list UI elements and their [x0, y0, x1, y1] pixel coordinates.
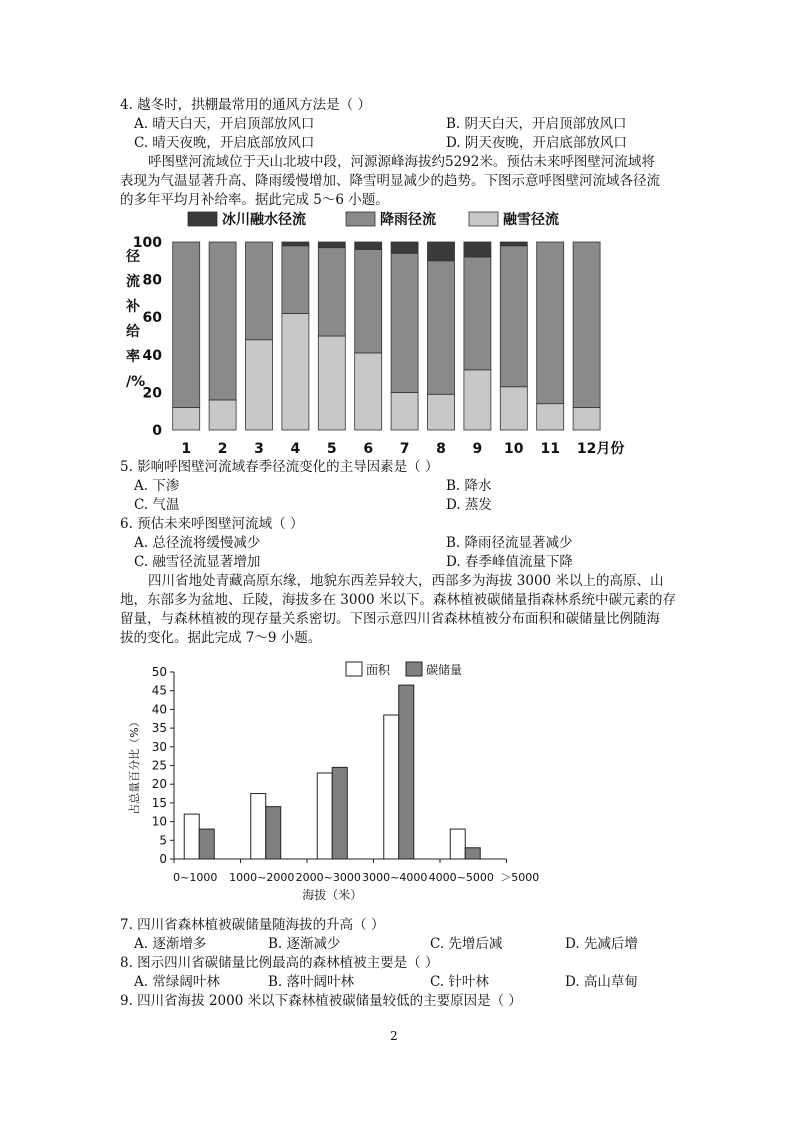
bar-segment-snowmelt: [573, 407, 600, 430]
y-tick-label: 45: [151, 683, 167, 698]
q5-option-d: D. 蒸发: [446, 497, 492, 513]
q7-option-c: C. 先增后减: [430, 936, 503, 952]
y-tick-label: 25: [151, 758, 167, 773]
bar-segment-rain: [209, 242, 236, 400]
bar-carbon: [266, 807, 281, 859]
y-tick-label: 10: [151, 814, 167, 829]
y-tick-label: 35: [151, 721, 167, 736]
legend-swatch-1: [346, 212, 375, 226]
y-axis-label-char: 补: [126, 299, 140, 315]
bar-segment-snowmelt: [173, 407, 200, 430]
bar-carbon: [332, 767, 347, 859]
q4-stem: 4. 越冬时，拱棚最常用的通风方法是（ ）: [120, 97, 371, 113]
bar-area: [450, 829, 465, 859]
q7-option-a: A. 逐渐增多: [134, 936, 207, 952]
bar-segment-rain: [246, 242, 273, 340]
bar-segment-snowmelt: [209, 400, 236, 430]
x-tick-label: 3000~4000: [362, 871, 428, 884]
bar-segment-rain: [428, 261, 455, 394]
bar-segment-rain: [282, 246, 309, 314]
bar-segment-snowmelt: [282, 313, 309, 430]
bar-area: [384, 715, 399, 859]
legend-label-1: 降雨径流: [380, 212, 436, 228]
y-tick-label: 100: [132, 235, 162, 251]
y-tick-label: 20: [142, 385, 162, 402]
q6-option-d: D. 春季峰值流量下降: [446, 554, 573, 570]
x-tick-label: 2: [217, 441, 228, 457]
x-tick-label: 7: [399, 441, 410, 457]
q6-option-b: B. 降雨径流显著减少: [446, 535, 573, 551]
bar-segment-glacier: [500, 242, 527, 246]
legend-swatch-carbon: [406, 662, 422, 676]
x-tick-label: ＞5000: [500, 871, 540, 884]
q7-option-d: D. 先减后增: [565, 936, 638, 952]
bar-segment-snowmelt: [464, 370, 491, 430]
x-tick-label: 1000~2000: [229, 871, 295, 884]
y-axis-label-char: 率: [126, 349, 140, 365]
y-tick-label: 5: [159, 833, 167, 848]
q8-option-c: C. 针叶林: [430, 974, 489, 990]
passage2-line-4: 拔的变化。据此完成 7～9 小题。: [120, 630, 322, 646]
q7-stem: 7. 四川省森林植被碳储量随海拔的升高（ ）: [120, 917, 385, 933]
q7-option-b: B. 逐渐减少: [268, 936, 341, 952]
y-tick-label: 40: [151, 702, 167, 717]
y-tick-label: 60: [142, 310, 162, 327]
bar-segment-rain: [573, 242, 600, 407]
q8-stem: 8. 图示四川省碳储量比例最高的森林植被主要是（ ）: [120, 955, 439, 971]
x-tick-label: 1: [181, 441, 192, 457]
bar-segment-snowmelt: [318, 336, 345, 430]
q8-option-b: B. 落叶阔叶林: [268, 974, 355, 990]
bar-segment-snowmelt: [500, 387, 527, 430]
runoff-supply-chart: [118, 207, 625, 457]
q4-option-c: C. 晴天夜晚，开启底部放风口: [134, 135, 315, 151]
bar-carbon: [399, 685, 414, 859]
bar-segment-glacier: [318, 242, 345, 248]
legend-label-area: 面积: [366, 663, 391, 677]
y-tick-label: 20: [151, 777, 167, 792]
q8-option-d: D. 高山草甸: [565, 974, 638, 990]
q5-option-a: A. 下渗: [134, 478, 180, 494]
x-tick-label: 5: [326, 441, 337, 457]
x-tick-label: 4000~5000: [428, 871, 494, 884]
bar-segment-rain: [355, 250, 382, 353]
x-tick-label: 4: [290, 441, 301, 457]
legend-label-carbon: 碳储量: [426, 663, 463, 677]
q6-stem: 6. 预估未来呼图壁河流域（ ）: [120, 516, 304, 532]
page-number: 2: [390, 1029, 398, 1043]
bar-segment-glacier: [355, 242, 382, 250]
bar-segment-glacier: [464, 242, 491, 257]
q5-stem: 5. 影响呼图壁河流域春季径流变化的主导因素是（ ）: [120, 459, 439, 475]
bar-area: [317, 773, 332, 859]
bar-segment-snowmelt: [355, 353, 382, 430]
q6-option-a: A. 总径流将缓慢减少: [134, 535, 261, 551]
y-axis-label-char: /%: [126, 374, 146, 390]
x-tick-label: 11: [540, 441, 560, 457]
y-tick-label: 80: [142, 272, 162, 289]
y-tick-label: 0: [159, 852, 167, 866]
bar-area: [184, 814, 199, 859]
legend-swatch-2: [188, 212, 217, 226]
q5-option-b: B. 降水: [446, 478, 492, 494]
x-tick-label: 6: [363, 441, 374, 457]
bar-segment-snowmelt: [391, 392, 418, 430]
bar-segment-glacier: [428, 242, 455, 261]
y-tick-label: 50: [151, 665, 167, 679]
x-tick-label: 2000~3000: [295, 871, 361, 884]
bar-segment-rain: [464, 257, 491, 370]
x-tick-label: 8: [436, 441, 446, 457]
x-tick-label: 3: [254, 441, 264, 457]
passage1-line-3: 的多年平均月补给率。据此完成 5～6 小题。: [120, 192, 389, 208]
y-axis-label-char: 流: [126, 274, 140, 290]
forest-carbon-chart: [118, 652, 558, 904]
y-tick-label: 40: [142, 347, 162, 364]
bar-segment-snowmelt: [428, 394, 455, 430]
q9-stem: 9. 四川省海拔 2000 米以下森林植被碳储量较低的主要原因是（ ）: [120, 993, 522, 1009]
x-axis-label: 海拔（米）: [302, 888, 363, 902]
bar-segment-glacier: [282, 242, 309, 246]
legend-label-0: 融雪径流: [503, 212, 559, 228]
passage1-line-2: 表现为气温显著升高、降雨缓慢增加、降雪明显减少的趋势。下图示意呼图壁河流域各径流: [120, 173, 660, 189]
bar-area: [251, 794, 266, 859]
legend-swatch-0: [469, 212, 498, 226]
passage2-line-3: 留量，与森林植被的现存量关系密切。下图示意四川省森林植被分布面积和碳储量比例随海: [120, 611, 660, 627]
q4-option-d: D. 阴天夜晚，开启底部放风口: [446, 135, 627, 151]
bar-segment-glacier: [391, 242, 418, 253]
y-tick-label: 0: [152, 423, 162, 439]
q8-option-a: A. 常绿阔叶林: [134, 974, 220, 990]
x-tick-label: 10: [504, 441, 524, 457]
y-tick-label: 15: [151, 795, 167, 810]
bar-segment-rain: [500, 246, 527, 387]
legend-label-2: 冰川融水径流: [222, 212, 306, 228]
passage2-line-1: 四川省地处青藏高原东缘，地貌东西差异较大，西部多为海拔 3000 米以上的高原、山: [148, 573, 664, 589]
y-axis-label: 占总量百分比（%）: [128, 716, 141, 815]
passage2-line-2: 地，东部多为盆地、丘陵，海拔多在 3000 米以下。森林植被碳储量指森林系统中碳元素的存: [120, 592, 676, 608]
q5-option-c: C. 气温: [134, 497, 180, 513]
bar-segment-rain: [537, 242, 564, 404]
bar-carbon: [199, 829, 214, 859]
y-axis-label-char: 径: [126, 249, 140, 265]
bar-segment-snowmelt: [537, 404, 564, 430]
y-tick-label: 30: [151, 739, 167, 754]
x-tick-label: 0~1000: [173, 871, 218, 884]
x-tick-label: 9: [472, 441, 483, 457]
y-axis-label-char: 给: [126, 324, 140, 340]
bar-carbon: [465, 848, 480, 859]
x-tick-label: 12月份: [576, 441, 625, 457]
bar-segment-rain: [318, 248, 345, 336]
bar-segment-snowmelt: [246, 340, 273, 430]
bar-segment-rain: [391, 253, 418, 392]
q6-option-c: C. 融雪径流显著增加: [134, 554, 261, 570]
bar-segment-rain: [173, 242, 200, 407]
q4-option-a: A. 晴天白天，开启顶部放风口: [134, 116, 315, 132]
passage1-line-1: 呼图壁河流域位于天山北坡中段，河源源峰海拔约5292米。预估未来呼图壁河流域将: [148, 154, 655, 170]
legend-swatch-area: [346, 662, 362, 676]
q4-option-b: B. 阴天白天，开启顶部放风口: [446, 116, 627, 132]
